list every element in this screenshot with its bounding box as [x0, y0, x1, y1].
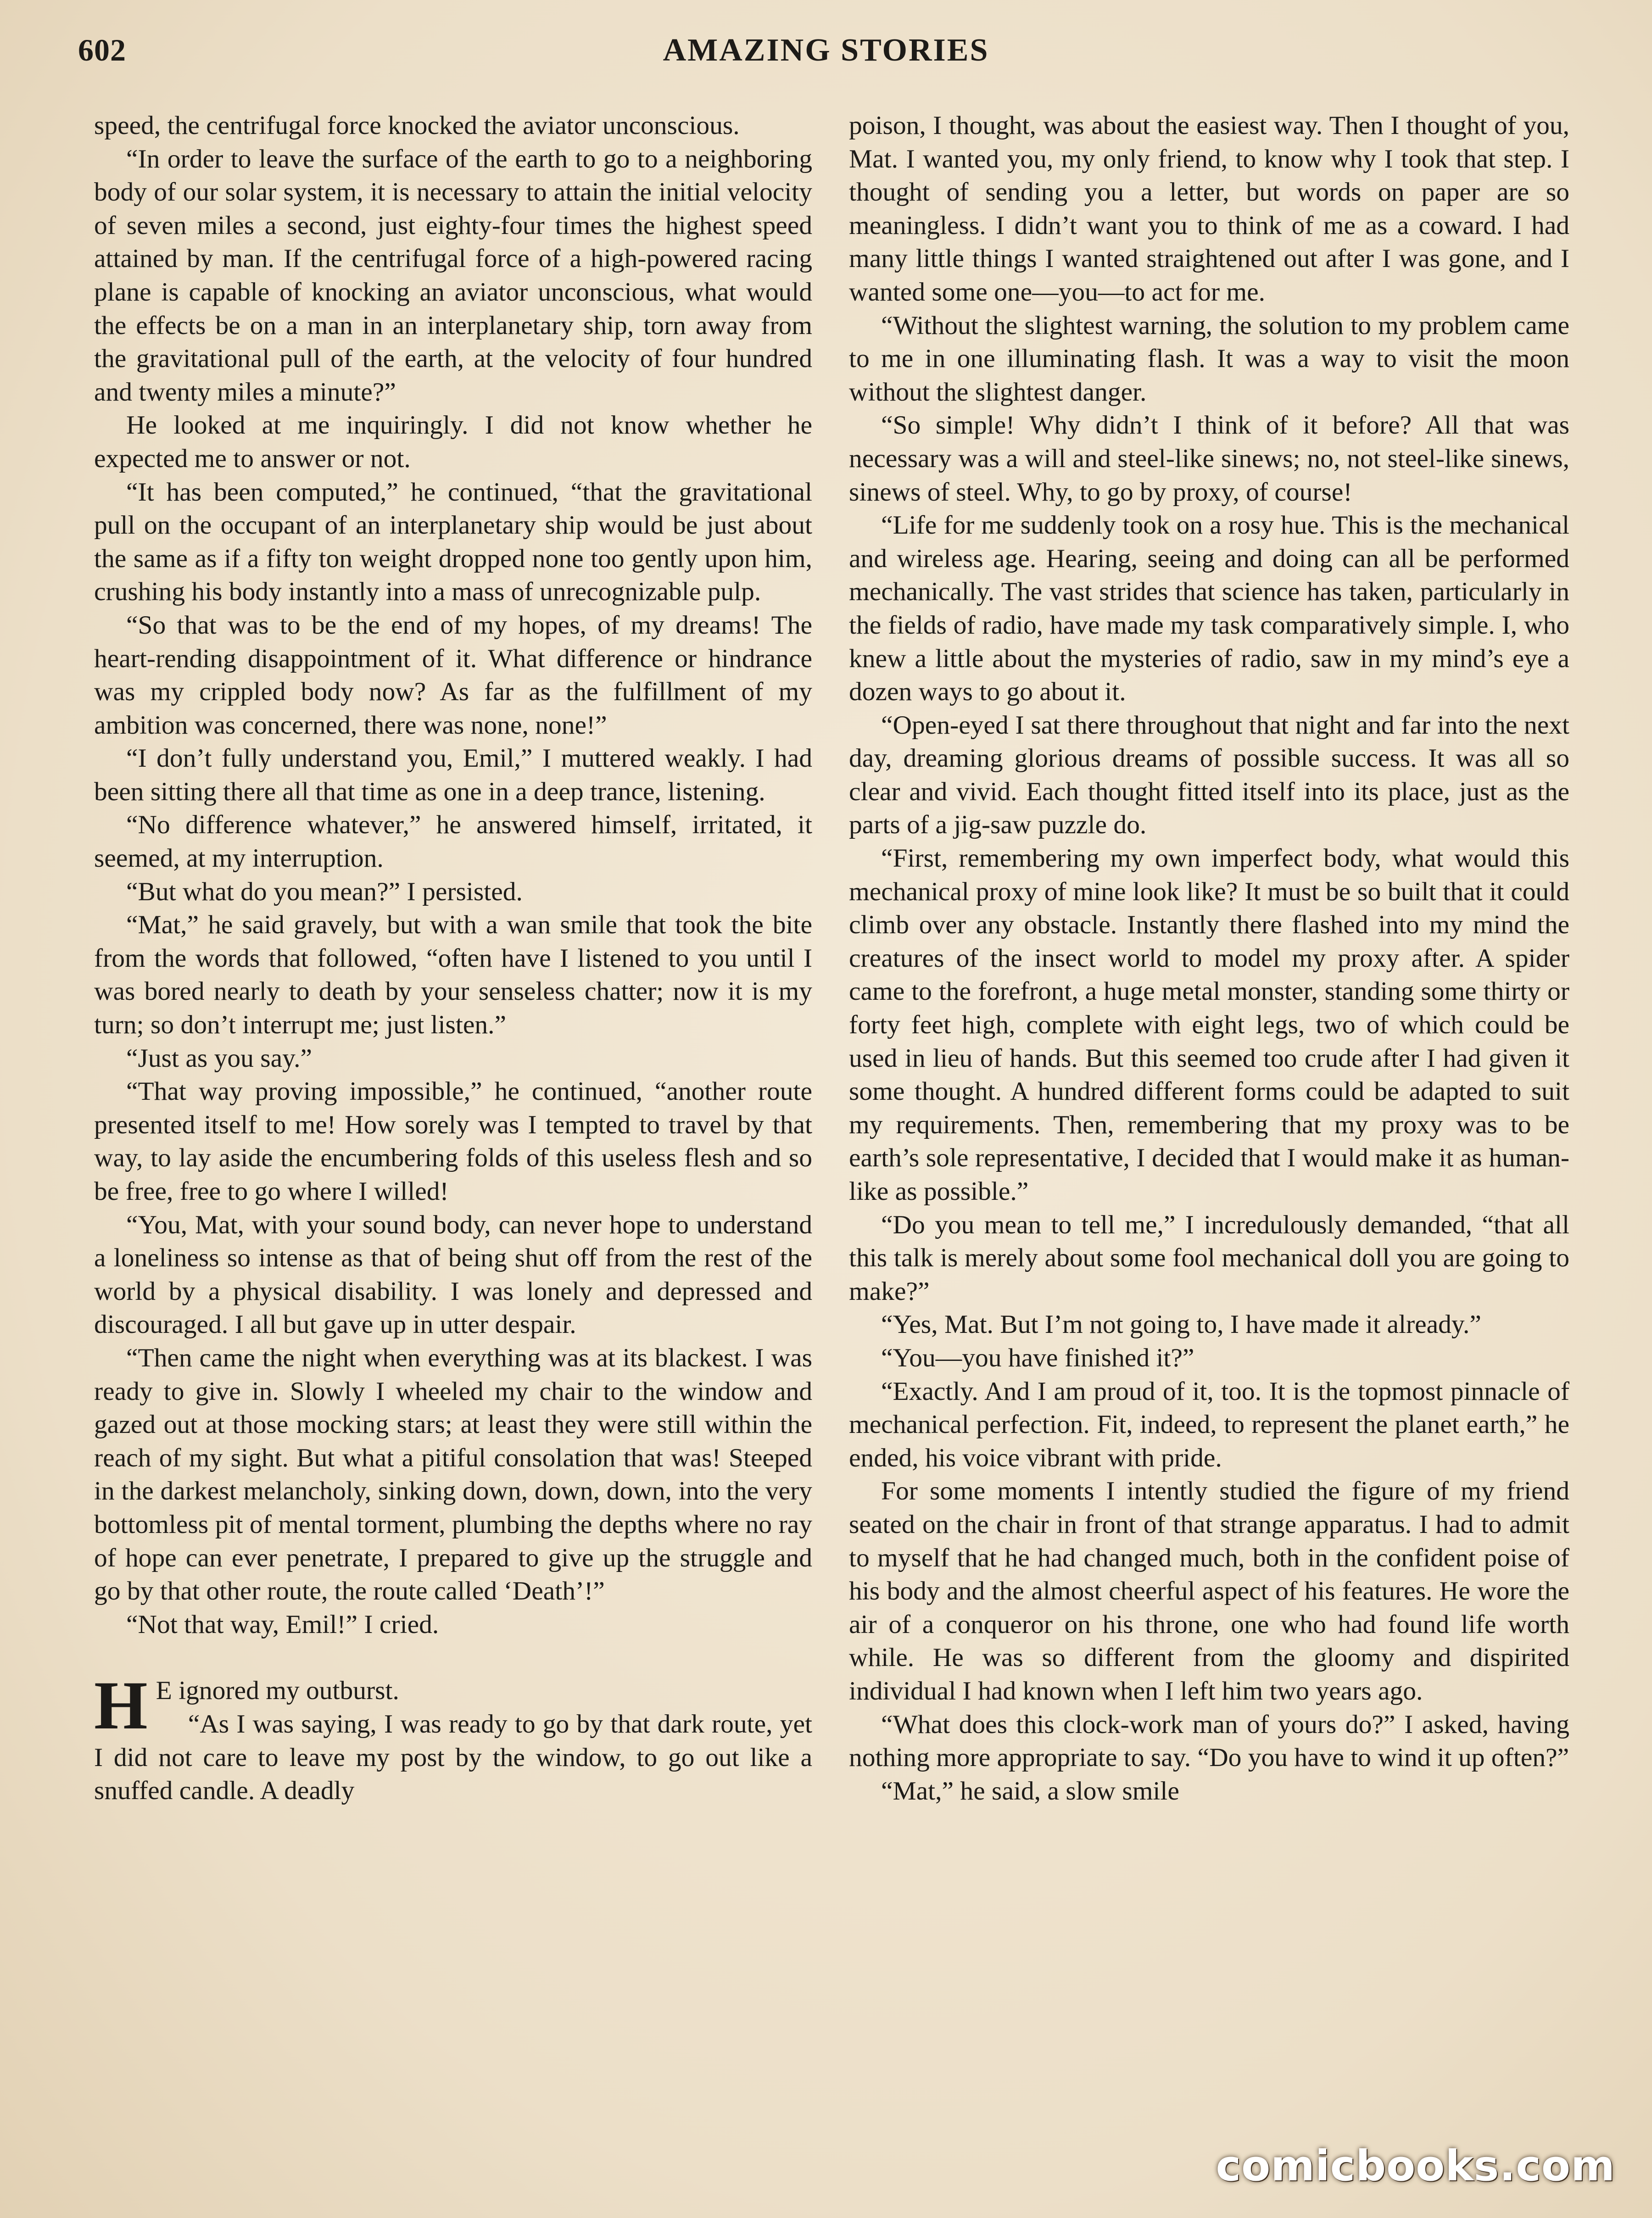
paragraph: “Not that way, Emil!” I cried.	[126, 1610, 439, 1639]
paragraph: poison, I thought, was about the easiest way. Then I thought of you, Mat. I wanted you, my only friend, to know why I took that step. I thought of sending you a letter, but words on paper are so meaningless. I didn’t want you to think of me as a coward. I had many little things I wanted straightened out after I was gone, and I wanted some one—you—to act for me.	[849, 111, 1569, 307]
paragraph: “Mat,” he said, a slow smile	[881, 1776, 1179, 1806]
paragraph: “Without the slightest warning, the solution to my problem came to me in one illuminating flash. It was a way to visit the moon without the slightest danger.	[849, 311, 1569, 407]
paragraph: “Yes, Mat. But I’m not going to, I have made it already.”	[881, 1310, 1481, 1339]
page-header	[78, 32, 1574, 83]
dropcap-letter: H	[94, 1667, 148, 1744]
paragraph: “Mat,” he said gravely, but with a wan smile that took the bite from the words that followed, “often have I listened to you until I was bored nearly to death by your senseless chatter; now it is my turn; so don’t interrupt me; just listen.”	[94, 910, 812, 1040]
paragraph: “But what do you mean?” I persisted.	[126, 877, 523, 906]
paragraph: “What does this clock-work man of yours do?” I asked, having nothing more appropriate to say. “Do you have to wind it up often?”	[849, 1710, 1569, 1772]
paragraph: “Just as you say.”	[126, 1043, 313, 1073]
paragraph: “You, Mat, with your sound body, can never hope to understand a loneliness so intense as that of being shut off from the rest of the world by a physical disability. I was lonely and depressed and discouraged. I all but gave up in utter despair.	[94, 1210, 812, 1339]
paragraph: “That way proving impossible,” he continued, “another route presented itself to me! How sorely was I tempted to travel by that way, to lay aside the encumbering folds of this useless flesh and so be free, free to go where I willed!	[94, 1077, 812, 1206]
left-column	[94, 109, 812, 1808]
paragraph: “Exactly. And I am proud of it, too. It is the topmost pinnacle of mechanical perfection. Fit, indeed, to represent the planet earth,” he ended, his voice vibrant with pride.	[849, 1376, 1569, 1472]
dropcap-paragraph	[94, 1667, 812, 1744]
paragraph: He looked at me inquiringly. I did not know whether he expected me to answer or not.	[94, 411, 812, 473]
paragraph: “First, remembering my own imperfect body, what would this mechanical proxy of mine look like? It must be so built that it could climb over any obstacle. Instantly there flashed into my mind the creatures of the insect world to model my proxy after. A spider came to the forefront, a huge metal monster, standing some thirty or forty feet high, complete with eight legs, two of which could be used in lieu of hands. But this seemed too crude after I had given it some thought. A hundred different forms could be adapted to suit my requirements. Then, remembering that my proxy was to be earth’s sole representative, I decided that I would make it as human-like as possible.”	[849, 844, 1569, 1206]
paragraph: “No difference whatever,” he answered himself, irritated, it seemed, at my interruption.	[94, 810, 812, 873]
section-break	[94, 1641, 812, 1674]
paragraph: speed, the centrifugal force knocked the aviator unconscious.	[94, 111, 740, 140]
magazine-title: AMAZING STORIES	[663, 33, 989, 68]
paragraph: “It has been computed,” he continued, “that the gravitational pull on the occupant of an interplanetary ship would be just about the same as if a fifty ton weight dropped none too gently upon him, crushing his body instantly into a mass of unrecognizable pulp.	[94, 477, 812, 607]
paragraph: “Open-eyed I sat there throughout that night and far into the next day, dreaming glorious dreams of possible success. It was all so clear and vivid. Each thought fitted itself into its place, just as the parts of a jig-saw puzzle do.	[849, 710, 1569, 840]
paragraph: “I don’t fully understand you, Emil,” I muttered weakly. I had been sitting there all that time as one in a deep trance, listening.	[94, 744, 812, 806]
right-column	[849, 109, 1569, 1808]
paragraph: “Do you mean to tell me,” I incredulously demanded, “that all this talk is merely about some fool mechanical doll you are going to make?”	[849, 1210, 1569, 1306]
dropcap-text: ignored my outburst.	[172, 1676, 399, 1705]
paragraph: “In order to leave the surface of the earth to go to a neighboring body of our solar system, it is necessary to attain the initial velocity of seven miles a second, just eighty-four times the highest speed attained by man. If the centrifugal force of a high-powered racing plane is capable of knocking an aviator unconscious, what would the effects be on a man in an interplanetary ship, torn away from the gravitational pull of the earth, at the velocity of four hundred and twenty miles a minute?”	[94, 144, 812, 407]
page-number: 602	[78, 33, 126, 67]
paragraph: “As I was saying, I was ready to go by that dark route, yet I did not care to leave my post by the window, to go out like a snuffed candle. A deadly	[94, 1709, 812, 1806]
paragraph: “You—you have finished it?”	[881, 1343, 1194, 1372]
paragraph: “So that was to be the end of my hopes, of my dreams! The heart-rending disappointment of it. What difference or hindrance was my crippled body now? As far as the fulfillment of my ambition was concerned, there was none, none!”	[94, 610, 812, 740]
paragraph: “Then came the night when everything was at its blackest. I was ready to give in. Slowly I wheeled my chair to the window and gazed out at those mocking stars; at least they were still within the reach of my sight. But what a pitiful consolation that was! Steeped in the darkest melancholy, sinking down, down, down, into the very bottomless pit of mental torment, plumbing the depths where no ray of hope can ever penetrate, I prepared to give up the struggle and go by that other route, the route called ‘Death’!”	[94, 1343, 812, 1606]
watermark-logo: comicbooks.com	[1216, 2141, 1615, 2190]
paragraph: For some moments I intently studied the figure of my friend seated on the chair in front of that strange apparatus. I had to admit to myself that he had changed much, both in the confident poise of his body and the almost cheerful aspect of his features. He wore the air of a conqueror on his throne, one who had found life worth while. He was so different from the gloomy and dispirited individual I had known when I left him two years ago.	[849, 1477, 1569, 1705]
paragraph: “Life for me suddenly took on a rosy hue. This is the mechanical and wireless age. Hearing, seeing and doing can all be performed mechanically. The vast strides that science has taken, particularly in the fields of radio, have made my task comparatively simple. I, who knew a little about the mysteries of radio, saw in my mind’s eye a dozen ways to go about it.	[849, 511, 1569, 707]
paragraph: “So simple! Why didn’t I think of it before? All that was necessary was a will and steel-like sinews; no, not steel-like sinews, sinews of steel. Why, to go by proxy, of course!	[849, 411, 1569, 507]
dropcap-rest: E	[156, 1676, 172, 1705]
